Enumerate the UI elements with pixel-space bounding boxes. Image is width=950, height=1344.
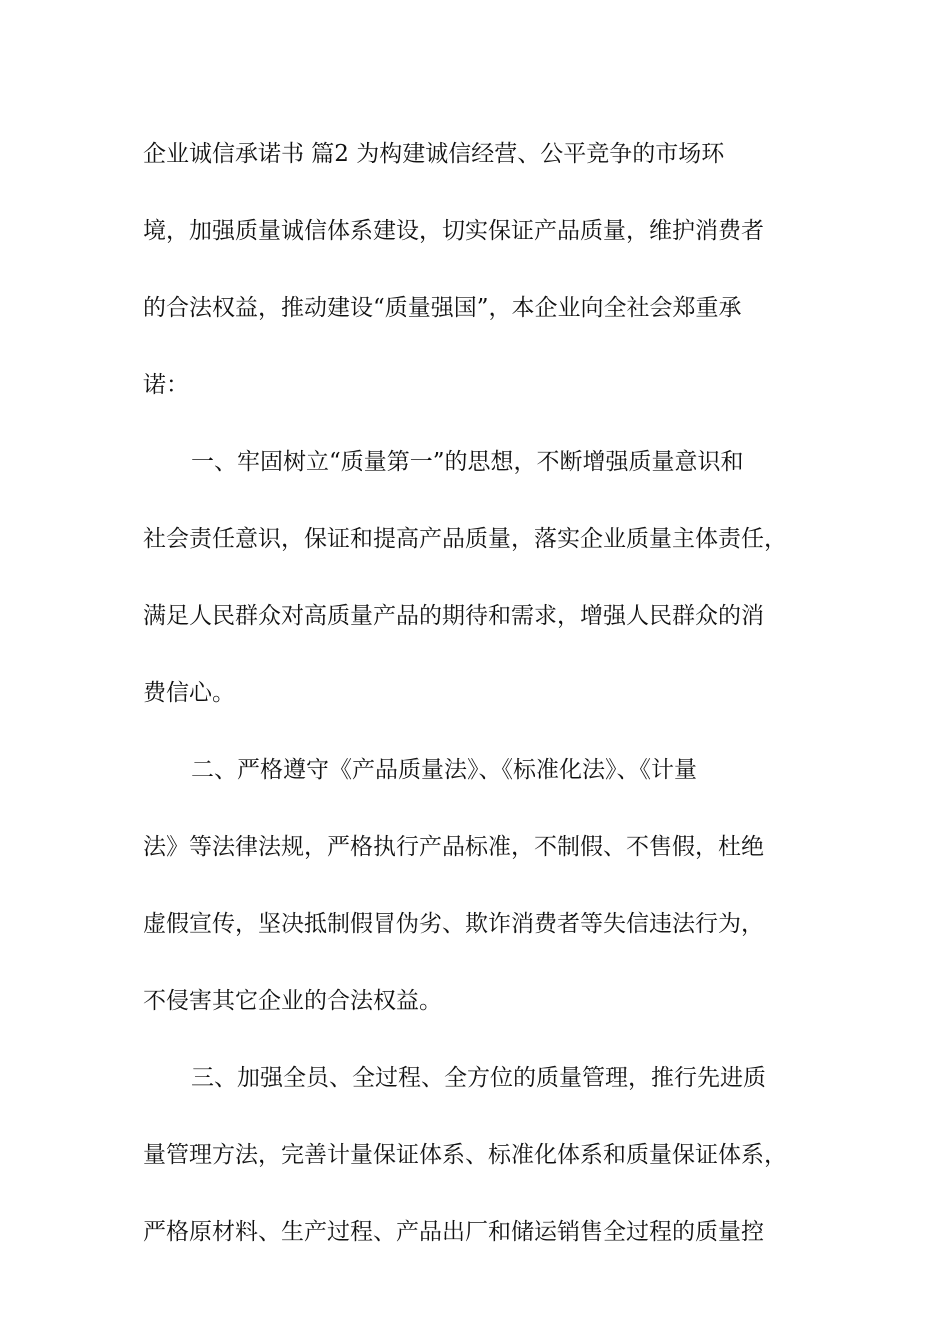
text-line: 满足人民群众对高质量产品的期待和需求，增强人民群众的消: [143, 603, 764, 629]
text-line: 社会责任意识，保证和提高产品质量，落实企业质量主体责任，: [143, 526, 787, 552]
text-line: 量管理方法，完善计量保证体系、标准化体系和质量保证体系，: [143, 1142, 787, 1168]
text-line: 法》等法律法规，严格执行产品标准，不制假、不售假，杜绝: [143, 834, 764, 860]
text-line: 不侵害其它企业的合法权益。: [143, 988, 442, 1014]
paragraph-item-3: [143, 1056, 815, 1287]
paragraph-item-2: [143, 748, 815, 1056]
text-line: 虚假宣传，坚决抵制假冒伪劣、欺诈消费者等失信违法行为，: [143, 911, 764, 937]
text-line: 的合法权益，推动建设“质量强国”，本企业向全社会郑重承: [143, 295, 742, 321]
text-line: 严格原材料、生产过程、产品出厂和储运销售全过程的质量控: [143, 1219, 764, 1245]
text-line: 企业诚信承诺书 篇2 为构建诚信经营、公平竞争的市场环: [143, 141, 725, 167]
text-line: 二、严格遵守《产品质量法》、《标准化法》、《计量: [191, 757, 697, 783]
paragraph-intro: [143, 132, 815, 440]
text-line: 境，加强质量诚信体系建设，切实保证产品质量，维护消费者: [143, 218, 764, 244]
text-line: 诺：: [143, 372, 189, 398]
text-line: 一、牢固树立“质量第一”的思想，不断增强质量意识和: [191, 449, 744, 475]
paragraph-item-1: [143, 440, 815, 748]
document-body: [143, 132, 815, 1287]
text-line: 三、加强全员、全过程、全方位的质量管理，推行先进质: [191, 1065, 766, 1091]
text-line: 费信心。: [143, 680, 235, 706]
